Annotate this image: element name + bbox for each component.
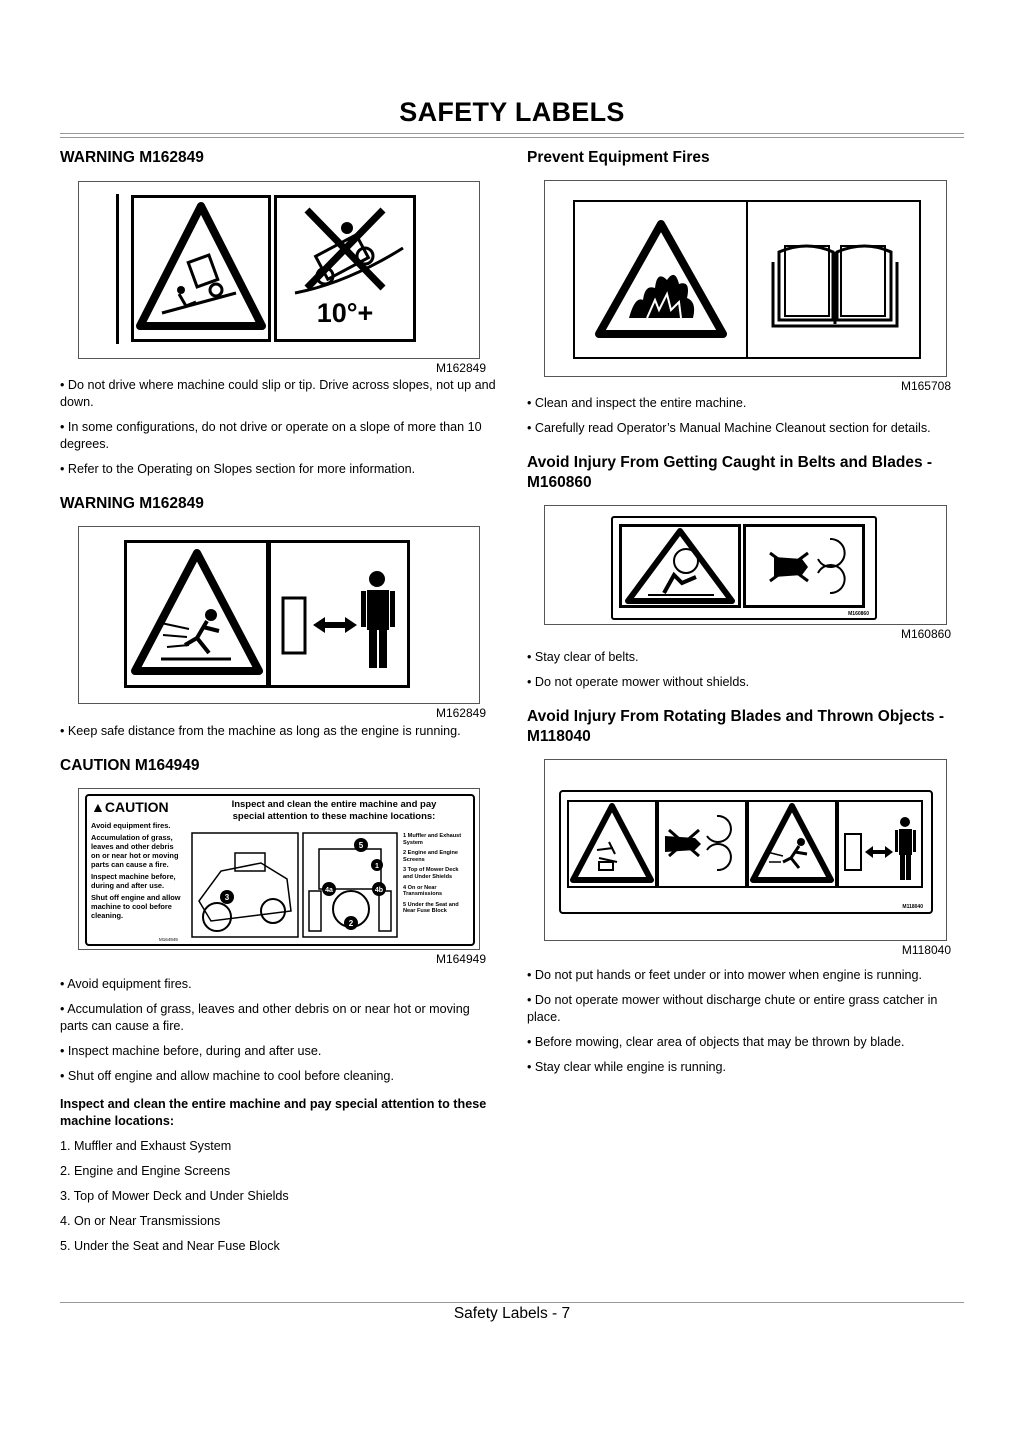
label-rotating-blades [544, 759, 947, 941]
mower-inspection-diagram [191, 831, 399, 941]
entanglement-hazard-panel [619, 524, 741, 608]
bullet-list [527, 395, 963, 437]
list-item: 5. Under the Seat and Near Fuse Block [60, 1239, 280, 1253]
bullet-list [60, 377, 496, 478]
figure-caption: M162849 [435, 361, 486, 375]
thrown-object-person-icon [749, 802, 835, 886]
panel-divider [746, 202, 748, 357]
figure-caption: M162849 [435, 706, 486, 720]
figure-caption: M164949 [435, 952, 486, 966]
figure-caption: M118040 [901, 943, 951, 957]
left-column [60, 148, 496, 1255]
bullet-item: • Refer to the Operating on Slopes section for more information. [60, 462, 416, 476]
callout-1: 1 [375, 863, 379, 870]
bullet-item: • Avoid equipment fires. [60, 977, 192, 991]
list-item: 3. Top of Mower Deck and Under Shields [60, 1189, 289, 1203]
label-frame [559, 790, 933, 914]
bullet-item: • Inspect machine before, during and after use. [60, 1044, 322, 1058]
header-rule [60, 133, 964, 134]
slope-limit-text: 10°+ [316, 298, 374, 328]
footer-rule [60, 1302, 964, 1303]
bullet-item: • Do not drive where machine could slip or tip. Drive across slopes, not up and down. [60, 378, 496, 409]
caution-header-text: Inspect and clean the entire machine and pay special attention to these machine locations: [231, 799, 437, 822]
thrown-object-triangle-icon [569, 802, 655, 886]
list-item: 2. Engine and Engine Screens [60, 1164, 231, 1178]
bullet-item: • Keep safe distance from the machine as long as the engine is running. [60, 724, 461, 738]
label-edge-line [116, 194, 119, 344]
callout-4a: 4a [325, 887, 333, 894]
bullet-item: • Stay clear of belts. [527, 650, 639, 664]
bullet-item: • Carefully read Operator’s Manual Machine Cleanout section for details. [527, 421, 931, 435]
page-title: SAFETY LABELS [399, 97, 625, 127]
callout-5: 5 [358, 841, 364, 850]
safe-distance-icon [271, 543, 407, 685]
section-heading-rotating-blades: Avoid Injury From Rotating Blades and Thrown Objects - M118040 [527, 708, 945, 745]
keep-hands-away-panel [743, 524, 865, 608]
bullet-item: • Before mowing, clear area of objects that may be thrown by blade. [527, 1035, 905, 1049]
header-rule-2 [60, 137, 964, 138]
bullet-item: • Do not operate mower without shields. [527, 675, 750, 689]
list-item: 1. Muffler and Exhaust System [60, 1139, 232, 1153]
safe-distance-panel [837, 800, 923, 888]
page-footer: Safety Labels - 7 [453, 1305, 571, 1322]
label-distance-warning [78, 526, 480, 704]
label-code: M118040 [902, 904, 923, 910]
figure-slope-warning [60, 181, 496, 375]
caution-legend: 1 Muffler and Exhaust System 2 Engine and Engine Screens 3 Top of Mower Deck and Under Shields 4 On or Near Transmissions 5 Under the Seat and Near Fuse Block [403, 833, 462, 915]
bullet-list [60, 723, 496, 740]
section-heading-warning-slope: WARNING M162849 [60, 149, 204, 166]
section-heading-fires: Prevent Equipment Fires [527, 149, 710, 166]
label-fire-prevention [544, 180, 947, 377]
figure-belts-label [527, 505, 963, 641]
callout-2: 2 [348, 919, 354, 928]
callout-3: 3 [224, 893, 230, 902]
label-code: M160860 [848, 611, 869, 617]
bullet-list [527, 967, 963, 1076]
list-item: 4. On or Near Transmissions [60, 1214, 221, 1228]
bullet-item: • Clean and inspect the entire machine. [527, 396, 747, 410]
label-frame [573, 200, 921, 359]
entanglement-triangle-icon [622, 527, 738, 605]
hand-blade-panel [657, 800, 747, 888]
no-steep-slope-icon [277, 198, 413, 302]
safe-distance-panel [268, 540, 410, 688]
figure-caption: M160860 [900, 627, 951, 641]
right-column [527, 148, 963, 1076]
caution-word: ▲CAUTION [91, 799, 169, 815]
section-heading-warning-distance: WARNING M162849 [60, 495, 204, 512]
fire-warning-triangle-icon [595, 218, 727, 340]
hand-blade-icon [659, 802, 745, 886]
thrown-object-person-panel [747, 800, 837, 888]
label-slope-warning [78, 181, 480, 359]
figure-caption: M165708 [900, 379, 951, 393]
section-heading-belts-blades: Avoid Injury From Getting Caught in Belts and Blades - M160860 [527, 454, 933, 491]
warning-triangle-icon [134, 198, 268, 339]
hand-blade-icon [746, 527, 862, 605]
bullet-item: • In some configurations, do not drive or operate on a slope of more than 10 degrees. [60, 420, 482, 451]
figure-blades-label [527, 759, 963, 957]
numbered-list [60, 1138, 496, 1255]
thrown-object-panel [567, 800, 657, 888]
bullet-item: • Accumulation of grass, leaves and other debris on or near hot or moving parts can cause a fire. [60, 1002, 470, 1033]
bullet-item: • Stay clear while engine is running. [527, 1060, 727, 1074]
callout-4b: 4b [374, 887, 384, 894]
tip-hazard-panel [131, 195, 271, 342]
safe-distance-icon [839, 802, 921, 886]
label-belts-blades [544, 505, 947, 625]
section-heading-caution-fires: CAUTION M164949 [60, 757, 200, 774]
thrown-object-triangle-icon [127, 543, 266, 685]
inspection-note: Inspect and clean the entire machine and pay special attention to these machine locations: [60, 1097, 487, 1128]
label-caution-fires [78, 788, 480, 950]
bullet-list [60, 976, 496, 1085]
label-frame [611, 516, 877, 620]
caution-left-text: Avoid equipment fires. Accumulation of grass, leaves and other debris on or near hot or moving parts can cause a fire. Inspect machine before, during and after use. Shut off engine and allow machine to cool before cleaning. [91, 821, 181, 920]
bullet-item: • Do not put hands or feet under or into mower when engine is running. [527, 968, 923, 982]
figure-fire-label [527, 180, 963, 393]
label-code: M164949 [159, 937, 178, 942]
figure-distance-warning [60, 526, 496, 720]
thrown-object-hazard-panel [124, 540, 269, 688]
bullet-item: • Shut off engine and allow machine to cool before cleaning. [60, 1069, 394, 1083]
slope-limit-panel [274, 195, 416, 342]
caution-alert-icon: ▲ [91, 799, 105, 815]
figure-caution-label [60, 788, 496, 966]
operators-manual-icon [771, 232, 899, 332]
bullet-item: • Do not operate mower without discharge chute or entire grass catcher in place. [527, 993, 938, 1024]
bullet-list [527, 649, 963, 691]
